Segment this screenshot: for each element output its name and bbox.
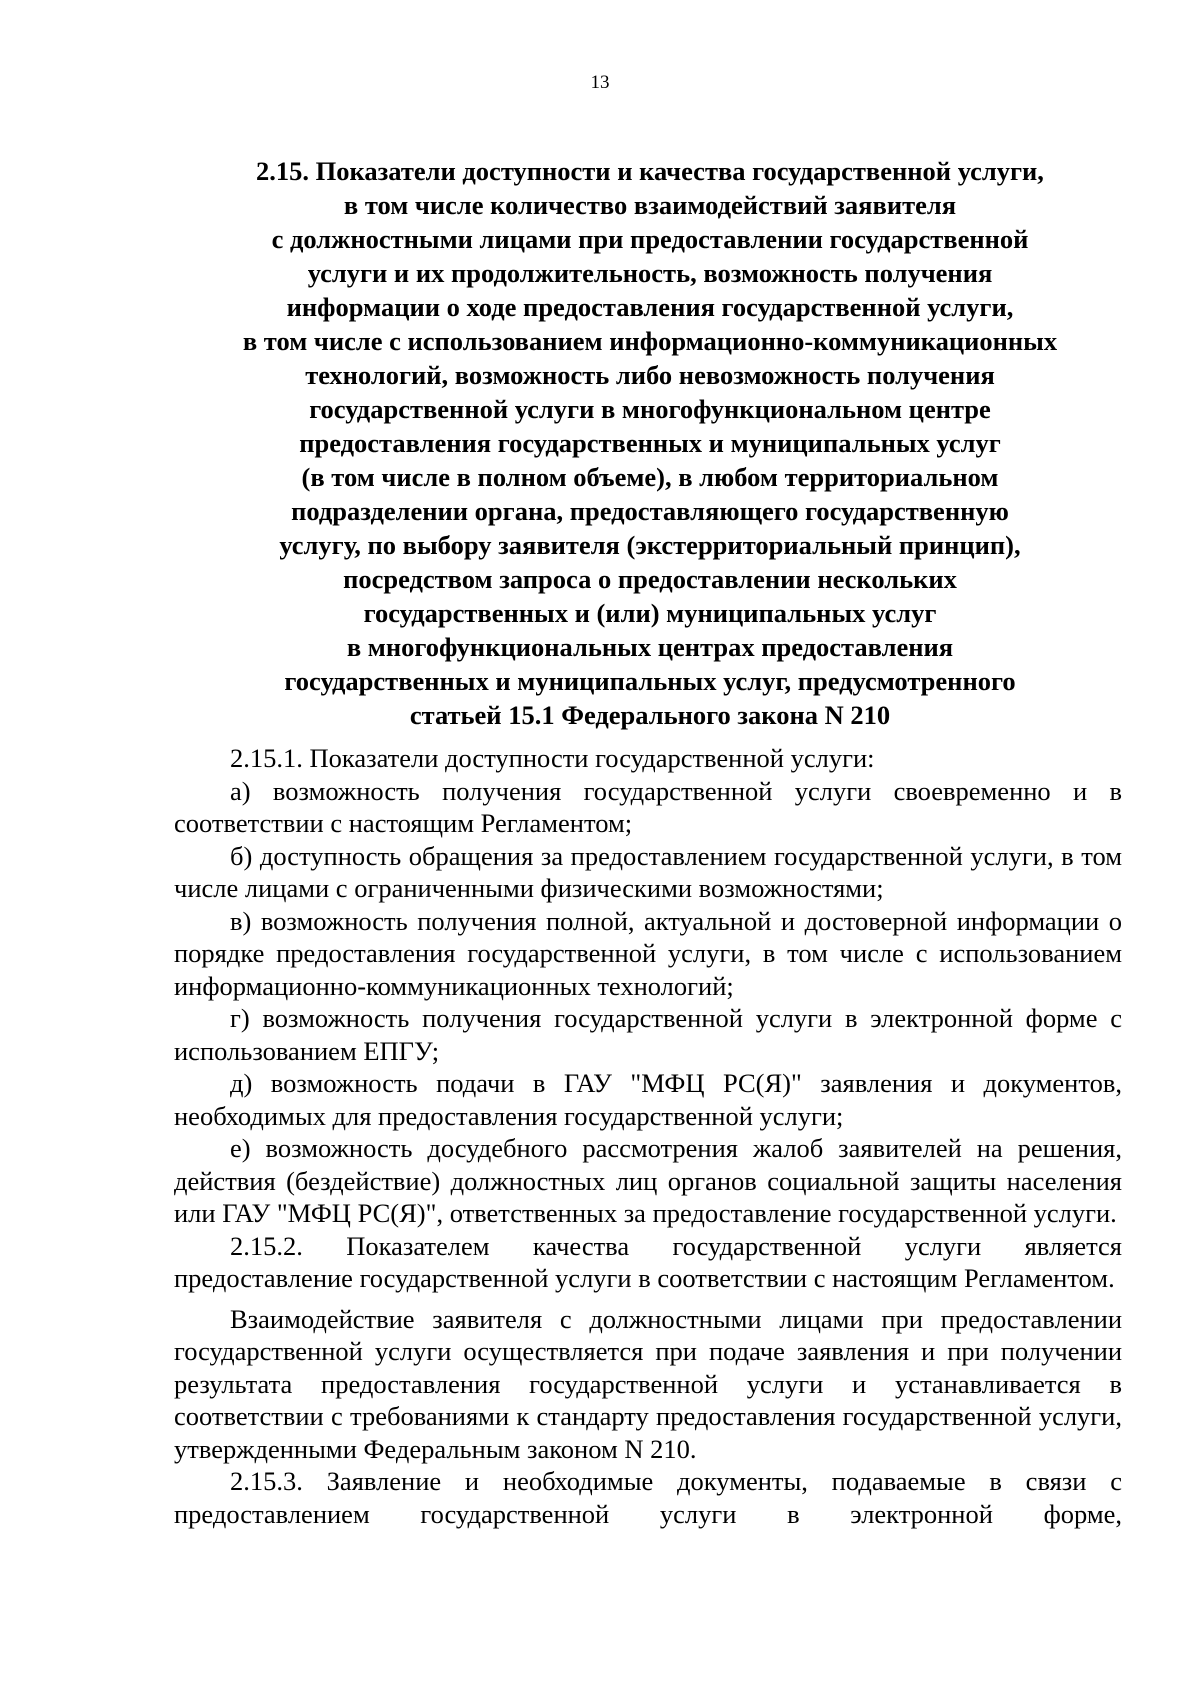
heading-line: подразделении органа, предоставляющего государственную xyxy=(291,496,1009,526)
paragraph-item-v: в) возможность получения полной, актуальной и достоверной информации о порядке предоставления государственной услуги, в том числе с использованием информационно-коммуникационных технологий; xyxy=(174,905,1122,1001)
heading-line: посредством запроса о предоставлении нескольких xyxy=(343,564,957,594)
paragraph-2-15-1: 2.15.1. Показатели доступности государственной услуги: xyxy=(230,743,875,773)
paragraph-item-d: д) возможность подачи в ГАУ "МФЦ РС(Я)" заявления и документов, необходимых для предоставления государственной услуги; xyxy=(174,1068,1122,1131)
paragraph-interaction: Взаимодействие заявителя с должностными лицами при предоставлении государственной услуги осуществляется при подаче заявления и при получении результата предоставления государственной услуги и устанавливается в соответствии с требованиями к стандарту предоставления государственной услуги, утвержденными Федеральным законом N 210. xyxy=(174,1303,1122,1464)
section-heading xyxy=(170,154,1130,732)
heading-line: (в том числе в полном объеме), в любом территориальном xyxy=(301,462,999,492)
heading-line: статьей 15.1 Федерального закона N 210 xyxy=(409,700,891,730)
heading-line: 2.15. Показатели доступности и качества государственной услуги, xyxy=(256,156,1044,186)
document-body xyxy=(174,742,1122,1530)
paragraph-item-g: г) возможность получения государственной услуги в электронной форме с использованием ЕПГУ; xyxy=(174,1003,1122,1066)
heading-line: предоставления государственных и муниципальных услуг xyxy=(299,428,1001,458)
paragraph-2-15-3: 2.15.3. Заявление и необходимые документы, подаваемые в связи с предоставлением государственной услуги в электронной форме, xyxy=(174,1466,1122,1529)
paragraph-item-b: б) доступность обращения за предоставлением государственной услуги, в том числе лицами с ограниченными физическими возможностями; xyxy=(174,840,1122,903)
heading-line: технологий, возможность либо невозможность получения xyxy=(305,360,995,390)
heading-line: в том числе с использованием информационно-коммуникационных xyxy=(242,326,1058,356)
heading-line: в том числе количество взаимодействий заявителя xyxy=(343,190,957,220)
heading-line: услугу, по выбору заявителя (экстерриториальный принцип), xyxy=(279,530,1021,560)
heading-line: государственных и муниципальных услуг, предусмотренного xyxy=(284,666,1016,696)
heading-line: услуги и их продолжительность, возможность получения xyxy=(307,258,993,288)
paragraph-item-e: е) возможность досудебного рассмотрения жалоб заявителей на решения, действия (бездействие) должностных лиц органов социальной защиты населения или ГАУ "МФЦ РС(Я)", ответственных за предоставление государственной услуги. xyxy=(174,1133,1122,1228)
heading-line: информации о ходе предоставления государственной услуги, xyxy=(286,292,1014,322)
heading-line: с должностными лицами при предоставлении государственной xyxy=(271,224,1029,254)
heading-line: в многофункциональных центрах предоставления xyxy=(346,632,954,662)
heading-line: государственной услуги в многофункциональном центре xyxy=(309,394,991,424)
page-number: 13 xyxy=(590,72,610,93)
paragraph-2-15-2: 2.15.2. Показателем качества государственной услуги является предоставление государственной услуги в соответствии с настоящим Регламентом. xyxy=(174,1230,1122,1293)
heading-line: государственных и (или) муниципальных услуг xyxy=(363,598,937,628)
paragraph-item-a: а) возможность получения государственной услуги своевременно и в соответствии с настоящим Регламентом; xyxy=(174,775,1122,838)
